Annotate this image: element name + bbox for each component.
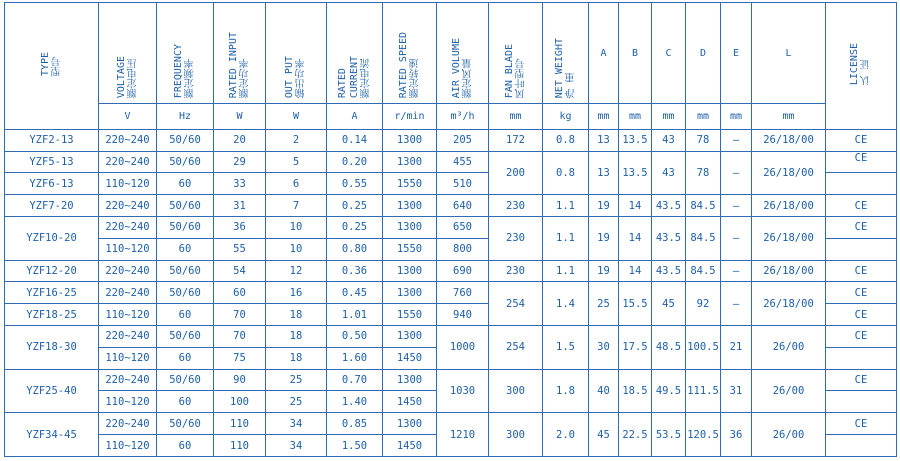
speed-cell: 1300 <box>383 216 437 238</box>
voltage-cell: 110~120 <box>99 173 157 195</box>
voltage-cell: 220~240 <box>99 151 157 173</box>
output-cell: 7 <box>266 195 327 217</box>
license-cell <box>826 435 897 457</box>
spec-sheet <box>4 2 896 458</box>
unit-output: W <box>266 103 327 129</box>
voltage-cell: 220~240 <box>99 326 157 348</box>
dim-e-cell: 21 <box>721 326 752 370</box>
current-cell: 1.60 <box>327 347 383 369</box>
dim-b-cell: 18.5 <box>619 369 652 413</box>
header-l: L <box>752 3 826 104</box>
net-weight-cell: 1.8 <box>543 369 589 413</box>
table-row <box>5 151 897 173</box>
dim-a-cell: 19 <box>589 260 619 282</box>
dim-e-cell: – <box>721 282 752 326</box>
input-cell: 60 <box>214 282 266 304</box>
header-rated-speed: RATED SPEED 额定转速 <box>383 3 437 104</box>
current-cell: 0.25 <box>327 195 383 217</box>
current-cell: 0.70 <box>327 369 383 391</box>
dim-b-cell: 13.5 <box>619 151 652 195</box>
output-cell: 18 <box>266 326 327 348</box>
unit-rated-speed: r/min <box>383 103 437 129</box>
dim-b-cell: 15.5 <box>619 282 652 326</box>
current-cell: 0.20 <box>327 151 383 173</box>
license-cell: CE <box>826 260 897 282</box>
output-cell: 5 <box>266 151 327 173</box>
license-cell: CE <box>826 369 897 391</box>
dim-c-cell: 43 <box>652 151 686 195</box>
dim-b-cell: 14 <box>619 260 652 282</box>
frequency-cell: 50/60 <box>157 326 214 348</box>
dim-e-cell: – <box>721 195 752 217</box>
air-volume-cell: 690 <box>437 260 489 282</box>
model-type: YZF2-13 <box>5 129 99 151</box>
unit-e: mm <box>721 103 752 129</box>
fan-blade-cell: 300 <box>489 369 543 413</box>
output-cell: 34 <box>266 435 327 457</box>
current-cell: 0.80 <box>327 238 383 260</box>
dim-c-cell: 43.5 <box>652 216 686 260</box>
input-cell: 70 <box>214 304 266 326</box>
header-license: LICENSE 认 证 <box>826 3 897 130</box>
dim-d-cell: 84.5 <box>686 195 721 217</box>
current-cell: 0.25 <box>327 216 383 238</box>
unit-net-weight: kg <box>543 103 589 129</box>
input-cell: 20 <box>214 129 266 151</box>
header-rated-current: RATED CURRENT 额定电流 <box>327 3 383 104</box>
fan-blade-cell: 230 <box>489 195 543 217</box>
speed-cell: 1300 <box>383 326 437 348</box>
header-type: TYPE 型号 <box>5 3 99 130</box>
dim-a-cell: 19 <box>589 195 619 217</box>
dim-c-cell: 43.5 <box>652 195 686 217</box>
dim-b-cell: 22.5 <box>619 413 652 457</box>
dim-d-cell: 84.5 <box>686 216 721 260</box>
model-type: YZF6-13 <box>5 173 99 195</box>
air-volume-cell: 205 <box>437 129 489 151</box>
fan-blade-cell: 254 <box>489 282 543 326</box>
header-e: E <box>721 3 752 104</box>
voltage-cell: 220~240 <box>99 260 157 282</box>
current-cell: 1.40 <box>327 391 383 413</box>
frequency-cell: 60 <box>157 238 214 260</box>
model-type: YZF34-45 <box>5 413 99 457</box>
dim-c-cell: 45 <box>652 282 686 326</box>
voltage-cell: 110~120 <box>99 391 157 413</box>
input-cell: 54 <box>214 260 266 282</box>
header-fan-blade: FAN BLADE 风叶型号 <box>489 3 543 104</box>
header-frequency: FREQUENCY 额定频率 <box>157 3 214 104</box>
header-voltage: VOLTAGE 额定电压 <box>99 3 157 104</box>
net-weight-cell: 0.8 <box>543 129 589 151</box>
fan-blade-cell: 230 <box>489 260 543 282</box>
unit-fan-blade: mm <box>489 103 543 129</box>
dim-l-cell: 26/18/00 <box>752 129 826 151</box>
header-b: B <box>619 3 652 104</box>
voltage-cell: 110~120 <box>99 238 157 260</box>
dim-e-cell: 36 <box>721 413 752 457</box>
dim-l-cell: 26/18/00 <box>752 216 826 260</box>
air-volume-cell: 940 <box>437 304 489 326</box>
dim-d-cell: 84.5 <box>686 260 721 282</box>
header-row <box>5 3 897 104</box>
license-cell <box>826 391 897 413</box>
current-cell: 1.50 <box>327 435 383 457</box>
input-cell: 31 <box>214 195 266 217</box>
speed-cell: 1450 <box>383 347 437 369</box>
dim-e-cell: – <box>721 216 752 260</box>
speed-cell: 1450 <box>383 391 437 413</box>
license-cell: CE <box>826 129 897 151</box>
unit-l: mm <box>752 103 826 129</box>
current-cell: 0.85 <box>327 413 383 435</box>
frequency-cell: 50/60 <box>157 216 214 238</box>
license-cell <box>826 238 897 260</box>
input-cell: 75 <box>214 347 266 369</box>
input-cell: 33 <box>214 173 266 195</box>
unit-air-volume: m³/h <box>437 103 489 129</box>
frequency-cell: 60 <box>157 435 214 457</box>
speed-cell: 1300 <box>383 260 437 282</box>
model-type: YZF16-25 <box>5 282 99 304</box>
frequency-cell: 50/60 <box>157 151 214 173</box>
frequency-cell: 50/60 <box>157 195 214 217</box>
speed-cell: 1300 <box>383 195 437 217</box>
voltage-cell: 220~240 <box>99 129 157 151</box>
header-output: OUT PUT 输出功率 <box>266 3 327 104</box>
unit-frequency: Hz <box>157 103 214 129</box>
unit-rated-input: W <box>214 103 266 129</box>
frequency-cell: 60 <box>157 304 214 326</box>
net-weight-cell: 1.1 <box>543 216 589 260</box>
unit-voltage: V <box>99 103 157 129</box>
current-cell: 0.14 <box>327 129 383 151</box>
net-weight-cell: 1.1 <box>543 260 589 282</box>
output-cell: 2 <box>266 129 327 151</box>
input-cell: 29 <box>214 151 266 173</box>
output-cell: 34 <box>266 413 327 435</box>
output-cell: 18 <box>266 304 327 326</box>
dim-c-cell: 49.5 <box>652 369 686 413</box>
license-cell: CE <box>826 216 897 238</box>
license-cell: CE <box>826 195 897 217</box>
header-air-volume: AIR VOLUME 额定风量 <box>437 3 489 104</box>
air-volume-cell: 1030 <box>437 369 489 413</box>
model-type: YZF18-30 <box>5 326 99 370</box>
model-type: YZF18-25 <box>5 304 99 326</box>
input-cell: 90 <box>214 369 266 391</box>
license-cell: CE <box>826 151 897 173</box>
current-cell: 1.01 <box>327 304 383 326</box>
table-row <box>5 282 897 304</box>
air-volume-cell: 650 <box>437 216 489 238</box>
dim-b-cell: 14 <box>619 195 652 217</box>
table-row <box>5 413 897 435</box>
dim-e-cell: – <box>721 129 752 151</box>
speed-cell: 1450 <box>383 435 437 457</box>
dim-b-cell: 14 <box>619 216 652 260</box>
unit-rated-current: A <box>327 103 383 129</box>
license-cell: CE <box>826 304 897 326</box>
voltage-cell: 110~120 <box>99 435 157 457</box>
output-cell: 10 <box>266 238 327 260</box>
output-cell: 25 <box>266 369 327 391</box>
voltage-cell: 110~120 <box>99 304 157 326</box>
dim-c-cell: 43.5 <box>652 260 686 282</box>
frequency-cell: 50/60 <box>157 260 214 282</box>
voltage-cell: 220~240 <box>99 216 157 238</box>
speed-cell: 1300 <box>383 413 437 435</box>
license-cell: CE <box>826 326 897 348</box>
model-type: YZF12-20 <box>5 260 99 282</box>
fan-blade-cell: 254 <box>489 326 543 370</box>
input-cell: 110 <box>214 435 266 457</box>
table-row <box>5 260 897 282</box>
dim-a-cell: 45 <box>589 413 619 457</box>
dim-c-cell: 43 <box>652 129 686 151</box>
license-cell <box>826 173 897 195</box>
header-c: C <box>652 3 686 104</box>
license-cell: CE <box>826 282 897 304</box>
output-cell: 6 <box>266 173 327 195</box>
speed-cell: 1300 <box>383 129 437 151</box>
dim-c-cell: 48.5 <box>652 326 686 370</box>
dim-c-cell: 53.5 <box>652 413 686 457</box>
table-row <box>5 369 897 391</box>
fan-blade-cell: 172 <box>489 129 543 151</box>
unit-a: mm <box>589 103 619 129</box>
dim-e-cell: 31 <box>721 369 752 413</box>
unit-b: mm <box>619 103 652 129</box>
header-a: A <box>589 3 619 104</box>
net-weight-cell: 1.1 <box>543 195 589 217</box>
table-row <box>5 216 897 238</box>
dim-l-cell: 26/18/00 <box>752 282 826 326</box>
output-cell: 25 <box>266 391 327 413</box>
table-row <box>5 129 897 151</box>
dim-b-cell: 13.5 <box>619 129 652 151</box>
voltage-cell: 220~240 <box>99 282 157 304</box>
dim-d-cell: 78 <box>686 151 721 195</box>
input-cell: 36 <box>214 216 266 238</box>
dim-l-cell: 26/00 <box>752 413 826 457</box>
output-cell: 12 <box>266 260 327 282</box>
dim-a-cell: 25 <box>589 282 619 326</box>
model-type: YZF7-20 <box>5 195 99 217</box>
output-cell: 10 <box>266 216 327 238</box>
dim-b-cell: 17.5 <box>619 326 652 370</box>
dim-a-cell: 30 <box>589 326 619 370</box>
header-net-weight: NET WEIGHT 净 重 <box>543 3 589 104</box>
current-cell: 0.50 <box>327 326 383 348</box>
frequency-cell: 60 <box>157 173 214 195</box>
speed-cell: 1550 <box>383 238 437 260</box>
table-row <box>5 195 897 217</box>
current-cell: 0.45 <box>327 282 383 304</box>
net-weight-cell: 1.5 <box>543 326 589 370</box>
air-volume-cell: 640 <box>437 195 489 217</box>
fan-blade-cell: 300 <box>489 413 543 457</box>
dim-a-cell: 13 <box>589 151 619 195</box>
dim-a-cell: 13 <box>589 129 619 151</box>
model-type: YZF5-13 <box>5 151 99 173</box>
voltage-cell: 220~240 <box>99 195 157 217</box>
current-cell: 0.55 <box>327 173 383 195</box>
dim-l-cell: 26/18/00 <box>752 195 826 217</box>
dim-d-cell: 78 <box>686 129 721 151</box>
net-weight-cell: 0.8 <box>543 151 589 195</box>
header-d: D <box>686 3 721 104</box>
input-cell: 55 <box>214 238 266 260</box>
model-type: YZF10-20 <box>5 216 99 260</box>
frequency-cell: 50/60 <box>157 282 214 304</box>
net-weight-cell: 2.0 <box>543 413 589 457</box>
dim-l-cell: 26/00 <box>752 326 826 370</box>
speed-cell: 1550 <box>383 304 437 326</box>
input-cell: 100 <box>214 391 266 413</box>
air-volume-cell: 1210 <box>437 413 489 457</box>
input-cell: 110 <box>214 413 266 435</box>
frequency-cell: 60 <box>157 347 214 369</box>
dim-a-cell: 40 <box>589 369 619 413</box>
frequency-cell: 50/60 <box>157 129 214 151</box>
dim-l-cell: 26/18/00 <box>752 151 826 195</box>
fan-blade-cell: 230 <box>489 216 543 260</box>
dim-l-cell: 26/00 <box>752 369 826 413</box>
air-volume-cell: 510 <box>437 173 489 195</box>
dim-d-cell: 111.5 <box>686 369 721 413</box>
air-volume-cell: 760 <box>437 282 489 304</box>
license-cell <box>826 347 897 369</box>
speed-cell: 1300 <box>383 282 437 304</box>
voltage-cell: 220~240 <box>99 369 157 391</box>
dim-e-cell: – <box>721 260 752 282</box>
license-cell: CE <box>826 413 897 435</box>
air-volume-cell: 800 <box>437 238 489 260</box>
dim-l-cell: 26/18/00 <box>752 260 826 282</box>
air-volume-cell: 455 <box>437 151 489 173</box>
net-weight-cell: 1.4 <box>543 282 589 326</box>
dim-e-cell: – <box>721 151 752 195</box>
voltage-cell: 110~120 <box>99 347 157 369</box>
input-cell: 70 <box>214 326 266 348</box>
dim-a-cell: 19 <box>589 216 619 260</box>
header-rated-input: RATED INPUT 额定功率 <box>214 3 266 104</box>
fan-spec-table <box>4 2 897 457</box>
unit-row <box>5 103 897 129</box>
table-row <box>5 326 897 348</box>
frequency-cell: 50/60 <box>157 413 214 435</box>
speed-cell: 1300 <box>383 369 437 391</box>
unit-c: mm <box>652 103 686 129</box>
current-cell: 0.36 <box>327 260 383 282</box>
unit-d: mm <box>686 103 721 129</box>
model-type: YZF25-40 <box>5 369 99 413</box>
dim-d-cell: 92 <box>686 282 721 326</box>
voltage-cell: 220~240 <box>99 413 157 435</box>
speed-cell: 1550 <box>383 173 437 195</box>
frequency-cell: 50/60 <box>157 369 214 391</box>
air-volume-cell: 1000 <box>437 326 489 370</box>
frequency-cell: 60 <box>157 391 214 413</box>
output-cell: 16 <box>266 282 327 304</box>
output-cell: 18 <box>266 347 327 369</box>
speed-cell: 1300 <box>383 151 437 173</box>
dim-d-cell: 120.5 <box>686 413 721 457</box>
dim-d-cell: 100.5 <box>686 326 721 370</box>
fan-blade-cell: 200 <box>489 151 543 195</box>
